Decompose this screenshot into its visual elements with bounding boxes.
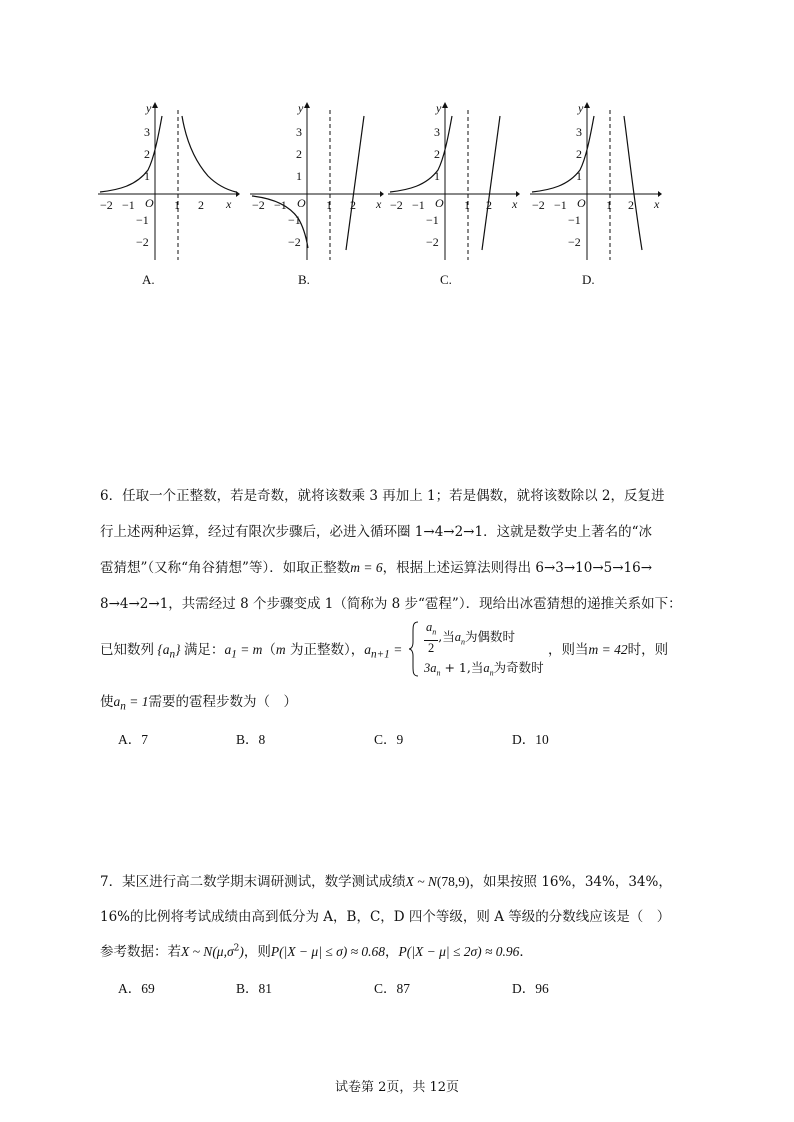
svg-text:2: 2 <box>486 198 492 212</box>
q7-prob-sigma: P(|X − μ| ≤ σ) ≈ 0.68 <box>270 944 386 959</box>
q6-m-equals-42: m = 42 <box>588 642 628 657</box>
q6-sequence: $\{a_n\}$ <box>157 642 181 661</box>
graph-a-y-label: y <box>146 101 152 115</box>
svg-text:2: 2 <box>576 147 582 161</box>
svg-text:y: y <box>578 101 584 115</box>
q6-line-6: 使$a_n = 1$需要的雹程步数为（ ） <box>100 694 297 713</box>
svg-text:−2: −2 <box>390 198 403 212</box>
svg-text:y: y <box>436 101 442 115</box>
svg-text:−1: −1 <box>122 198 135 212</box>
svg-text:−1: −1 <box>568 213 581 227</box>
q7-choice-b: B．81 <box>236 981 273 996</box>
svg-text:−2: −2 <box>252 198 265 212</box>
svg-text:1: 1 <box>576 169 582 183</box>
svg-text:2: 2 <box>434 147 440 161</box>
svg-text:−2: −2 <box>288 235 301 249</box>
svg-text:1: 1 <box>464 198 470 212</box>
q6-line-3: 雹猜想”（又称“角谷猜想”等）．如取正整数m = 6，根据上述运算法则得出 6→3→10→5→16→ <box>100 560 653 576</box>
option-label-d: D. <box>582 272 595 287</box>
q6-an-eq-1: $a_n = 1$ <box>113 694 149 713</box>
svg-text:x: x <box>376 197 382 211</box>
svg-text:−2: −2 <box>426 235 439 249</box>
svg-text:2: 2 <box>628 198 634 212</box>
graph-option-b <box>250 100 392 260</box>
q6-choice-d: D．10 <box>512 732 549 747</box>
q7-prob-2sigma: P(|X − μ| ≤ 2σ) ≈ 0.96 <box>398 944 520 959</box>
svg-text:−1: −1 <box>426 213 439 227</box>
svg-text:−2: −2 <box>532 198 545 212</box>
q6-choice-a: A．7 <box>118 732 148 747</box>
svg-text:3: 3 <box>296 125 302 139</box>
svg-text:−1: −1 <box>136 213 149 227</box>
svg-text:−1: −1 <box>288 213 301 227</box>
svg-text:O: O <box>435 196 444 210</box>
q7-choice-c: C．87 <box>374 981 411 996</box>
page-footer: 试卷第 2页，共 12页 <box>334 1080 460 1095</box>
q6-a1-eq: $a_1 = m$ <box>224 642 263 661</box>
svg-text:1: 1 <box>606 198 612 212</box>
svg-text:y: y <box>298 101 304 115</box>
svg-text:O: O <box>577 196 586 210</box>
svg-text:2: 2 <box>198 198 204 212</box>
svg-text:1: 1 <box>434 169 440 183</box>
q6-line-2: 行上述两种运算，经过有限次步骤后，必进入循环圈 1→4→2→1．这就是数学史上著名的“冰 <box>100 524 652 540</box>
q6-choice-b: B．8 <box>236 732 266 747</box>
q6-case-1: $\frac{a_n}{2}$ ,当$a_n$为偶数时 <box>426 620 515 655</box>
svg-text:−2: −2 <box>136 235 149 249</box>
option-label-c: C. <box>440 272 452 287</box>
q7-line-2: 16%的比例将考试成绩由高到低分为 A，B，C，D 四个等级，则 A 等级的分数线应该是（ ） <box>100 909 671 925</box>
svg-text:2: 2 <box>350 198 356 212</box>
svg-text:2: 2 <box>144 147 150 161</box>
svg-text:1: 1 <box>144 169 150 183</box>
svg-text:1: 1 <box>326 198 332 212</box>
svg-text:x: x <box>512 197 518 211</box>
graph-a-x-label: x <box>226 197 232 211</box>
graph-c-svg <box>388 100 530 260</box>
svg-text:O: O <box>297 196 306 210</box>
q6-line-5: 已知数列 $\{a_n\}$ 满足：$a_1 = m(m$ 为正整数），$a_{n+1}$ = <box>100 642 403 661</box>
option-label-a: A. <box>142 272 155 287</box>
svg-text:1: 1 <box>174 198 180 212</box>
graph-option-a <box>98 100 240 260</box>
q6-line-1: 6．任取一个正整数，若是奇数，就将该数乘 3 再加上 1；若是偶数，就将该数除以 2，反复进 <box>100 488 665 504</box>
q6-brace <box>408 620 420 678</box>
svg-text:3: 3 <box>144 125 150 139</box>
graph-b-svg <box>250 100 392 260</box>
option-label-b: B. <box>298 272 310 287</box>
svg-text:2: 2 <box>296 147 302 161</box>
svg-text:3: 3 <box>576 125 582 139</box>
svg-text:−1: −1 <box>412 198 425 212</box>
q6-line-4: 8→4→2→1，共需经过 8 个步骤变成 1（简称为 8 步“雹程”）．现给出冰雹猜想的递推关系如下： <box>100 596 682 612</box>
svg-text:−2: −2 <box>100 198 113 212</box>
q6-m-equals-6: m = 6 <box>350 560 383 575</box>
svg-text:−2: −2 <box>568 235 581 249</box>
q6-an1: $a_{n+1}$ = <box>364 642 403 661</box>
q7-line-1: 7．某区进行高二数学期末调研测试，数学测试成绩X ~ N(78,9)，如果按照 16%，34%，34%， <box>100 874 672 890</box>
q7-line-3: 参考数据：若X ~ $N(\mu,\sigma^2)$，则P(|X − μ| ≤ σ) ≈ 0.68，P(|X − μ| ≤ 2σ) ≈ 0.96． <box>100 943 533 960</box>
svg-text:−1: −1 <box>274 198 287 212</box>
svg-text:−1: −1 <box>554 198 567 212</box>
graph-option-c <box>388 100 530 260</box>
graph-a-svg <box>98 100 240 260</box>
q7-choice-d: D．96 <box>512 981 549 996</box>
q6-choice-c: C．9 <box>374 732 404 747</box>
graph-option-d <box>530 100 672 260</box>
svg-text:x: x <box>654 197 660 211</box>
graph-d-svg <box>530 100 672 260</box>
svg-text:3: 3 <box>434 125 440 139</box>
q6-line-5-tail: ，则当m = 42时，则 <box>548 642 669 658</box>
q6-case-2: $3a_n + 1$,当$a_n$为奇数时 <box>424 660 544 678</box>
graph-a-origin: O <box>145 196 154 210</box>
q7-choice-a: A．69 <box>118 981 155 996</box>
svg-text:1: 1 <box>296 169 302 183</box>
